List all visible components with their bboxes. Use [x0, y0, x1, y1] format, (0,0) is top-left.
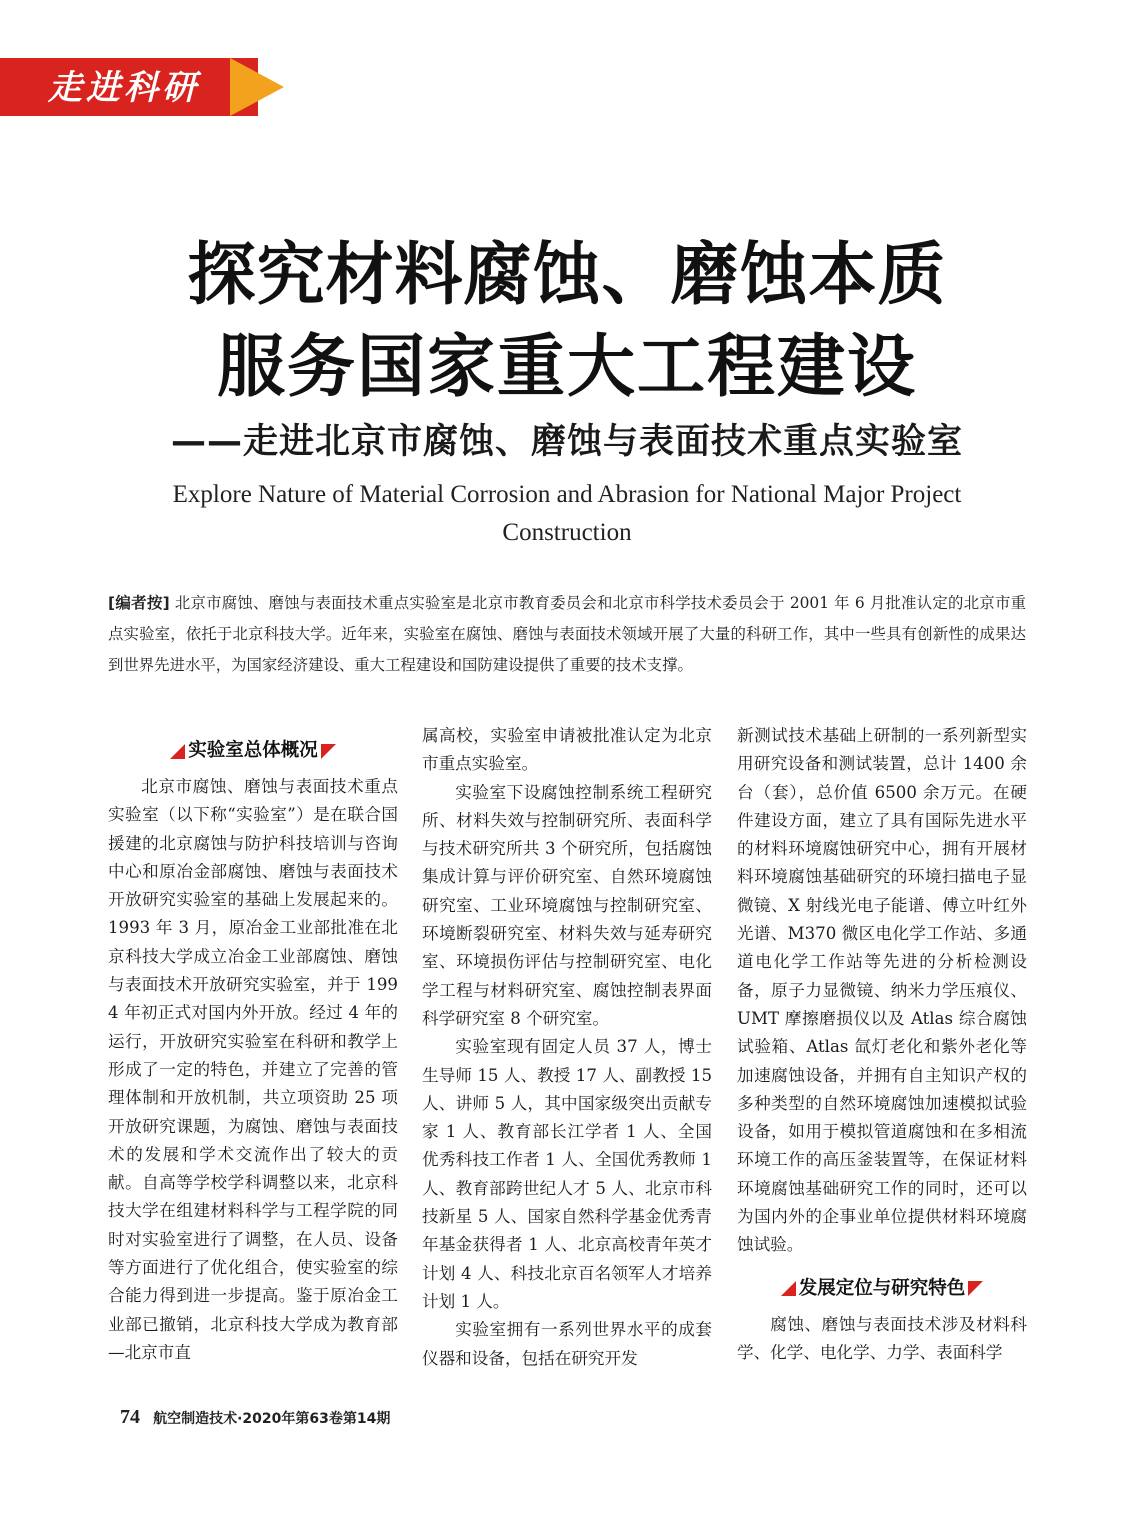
paragraph: 实验室拥有一系列世界水平的成套仪器和设备，包括在研究开发: [422, 1320, 712, 1368]
body-column-2: [422, 722, 712, 1373]
section-banner-tip: [230, 58, 284, 116]
section-banner-label: 走进科研: [48, 68, 200, 108]
body-column-1: [108, 722, 398, 1367]
paragraph: 实验室现有固定人员 37 人，博士生导师 15 人、教授 17 人、副教授 15 人、讲师 5 人，其中国家级突出贡献专家 1 人、教育部长江学者 1 人、全国优秀科技工作者 1 人、全国优秀教师 1 人、教育部跨世纪人才 5 人、北京市科技新星 5 人、国家自然科学基金优秀青年基金获得者 1 人、北京高校青年英才计划 4 人、科技北京百名领军人才培养计划 1 人。: [422, 1037, 712, 1311]
editor-note-label: [编者按]: [108, 594, 170, 612]
journal-info: 航空制造技术·2020年第63卷第14期: [153, 1411, 391, 1427]
section-heading-overview: [108, 737, 398, 765]
heading-left-triangle-icon: [781, 1281, 796, 1296]
body-column-3: [737, 722, 1027, 1367]
section-heading-text: 发展定位与研究特色: [798, 1277, 966, 1299]
article-subtitle: ——走进北京市腐蚀、磨蚀与表面技术重点实验室: [170, 422, 963, 462]
paragraph: 属高校，实验室申请被批准认定为北京市重点实验室。: [422, 726, 712, 774]
paragraph: 实验室下设腐蚀控制系统工程研究所、材料失效与控制研究所、表面科学与技术研究所共 3 个研究所，包括腐蚀集成计算与评价研究室、自然环境腐蚀研究室、工业环境腐蚀与控制研究室、环境断裂研究室、材料失效与延寿研究室、环境损伤评估与控制研究室、电化学工程与材料研究室、腐蚀控制表界面科学研究室 8 个研究室。: [422, 782, 712, 1028]
english-title: Explore Nature of Material Corrosion and Abrasion for National Major Project Construction: [172, 481, 962, 546]
article-title-line2: 服务国家重大工程建设: [216, 327, 917, 407]
article-title-line1: 探究材料腐蚀、磨蚀本质: [187, 235, 947, 315]
paragraph: 新测试技术基础上研制的一系列新型实用研究设备和测试装置，总计 1400 余台（套），总价值 6500 余万元。在硬件建设方面，建立了具有国际先进水平的材料环境腐蚀研究中心，拥有开展材料环境腐蚀基础研究的环境扫描电子显微镜、X 射线光电子能谱、傅立叶红外光谱、M370 微区电化学工作站、多通道电化学工作站等先进的分析检测设备，原子力显微镜、纳米力学压痕仪、UMT 摩擦磨损仪以及 Atlas 综合腐蚀试验箱、Atlas 氙灯老化和紫外老化等加速腐蚀设备，并拥有自主知识产权的多种类型的自然环境腐蚀加速模拟试验设备，如用于模拟管道腐蚀和在多相流环境工作的高压釜装置等，在保证材料环境腐蚀基础研究工作的同时，还可以为国内外的企事业单位提供材料环境腐蚀试验。: [737, 726, 1027, 1255]
page-footer: [120, 1406, 390, 1429]
editor-note: [108, 588, 1026, 681]
section-heading-text: 实验室总体概况: [188, 739, 318, 761]
paragraph: 腐蚀、磨蚀与表面技术涉及材料科学、化学、电化学、力学、表面科学: [737, 1314, 1027, 1362]
section-heading-positioning: [737, 1275, 1027, 1303]
paragraph: 北京市腐蚀、磨蚀与表面技术重点实验室（以下称“实验室”）是在联合国援建的北京腐蚀与防护科技培训与咨询中心和原冶金部腐蚀、磨蚀与表面技术开放研究实验室的基础上发展起来的。1993 年 3 月，原冶金工业部批准在北京科技大学成立冶金工业部腐蚀、磨蚀与表面技术开放研究实验室，并于 1994 年初正式对国内外开放。经过 4 年的运行，开放研究实验室在科研和教学上形成了一定的特色，并建立了完善的管理体制和开放机制，共立项资助 25 项开放研究课题，为腐蚀、磨蚀与表面技术的发展和学术交流作出了较大的贡献。自高等学校学科调整以来，北京科技大学在组建材料科学与工程学院的同时对实验室进行了调整，在人员、设备等方面进行了优化组合，使实验室的综合能力得到进一步提高。鉴于原冶金工业部已撤销，北京科技大学成为教育部—北京市直: [108, 777, 398, 1362]
heading-right-triangle-icon: [321, 744, 336, 759]
heading-left-triangle-icon: [170, 744, 185, 759]
editor-note-text: 北京市腐蚀、磨蚀与表面技术重点实验室是北京市教育委员会和北京市科学技术委员会于 2001 年 6 月批准认定的北京市重点实验室，依托于北京科技大学。近年来，实验室在腐蚀、磨蚀与表面技术领域开展了大量的科研工作，其中一些具有创新性的成果达到世界先进水平，为国家经济建设、重大工程建设和国防建设提供了重要的技术支撑。: [108, 594, 1026, 674]
page-number: 74: [120, 1406, 140, 1428]
heading-right-triangle-icon: [968, 1281, 983, 1296]
